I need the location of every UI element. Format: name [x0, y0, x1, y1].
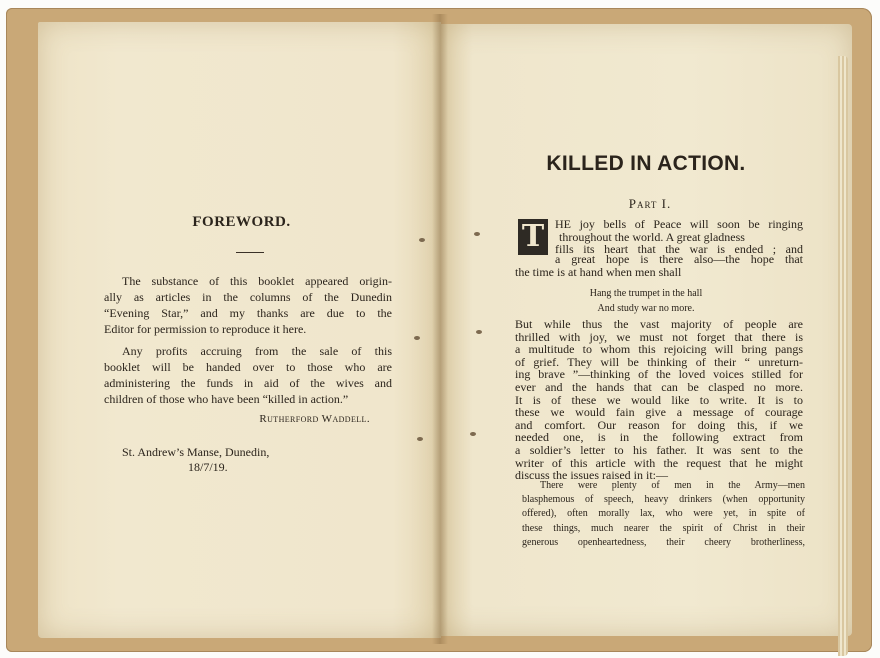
quote-line: generous openheartedness, their cheery brotherliness,	[522, 536, 805, 548]
quote-line: blasphemous of speech, heavy drinkers (when opportunity	[522, 494, 805, 506]
text-line: a soldier’s letter to his father. It was sent to the	[515, 442, 803, 457]
text-line: throughout the world. A great gladness	[559, 229, 745, 244]
verse-line: Hang the trumpet in the hall	[589, 288, 703, 299]
foreword-paragraph-2	[104, 343, 392, 407]
text-line: discuss the issues raised in it:—	[515, 468, 668, 483]
text-line: the time is at hand when men shall	[515, 264, 682, 279]
text-line: It is of these we would like to write. It is to	[515, 392, 803, 407]
quote-line: There were plenty of men in the Army—men	[540, 480, 805, 491]
verse-quote	[440, 286, 852, 316]
quote-line: these things, much nearer the spirit of Christ in their	[522, 522, 805, 534]
text-line: and comfort. Our reason for doing this, if we	[515, 417, 803, 432]
text-line: Editor for permission to reproduce it here.	[104, 322, 307, 336]
text-line: “Evening Star,” and my thanks are due to the	[104, 306, 392, 320]
stitch-hole	[414, 336, 420, 340]
book-gutter	[432, 14, 448, 644]
body-paragraph	[515, 318, 803, 482]
text-line: administering the funds in aid of the wives and	[104, 376, 392, 390]
text-line: children of those who have been “killed in action.”	[104, 392, 349, 406]
text-line: HE joy bells of Peace will soon be ringing	[555, 217, 803, 231]
text-line: writer of this article with the request that he might	[515, 455, 803, 470]
heading-rule	[236, 252, 264, 253]
intro-block	[555, 218, 803, 256]
drop-cap-letter: T	[516, 217, 550, 257]
text-line: these we would fain give a message of courage	[515, 405, 803, 420]
text-line: Any profits accruing from the sale of this	[122, 344, 392, 358]
stitch-hole	[470, 432, 476, 436]
text-line: needed one, is in the following extract from	[515, 430, 803, 445]
stitch-hole	[417, 437, 423, 441]
stitch-hole	[419, 238, 425, 242]
text-line: of grief. They will be thinking of their “ unreturn-	[515, 354, 803, 369]
text-line: fills its heart that the war is ended ; and	[555, 242, 803, 257]
part-heading: Part I.	[628, 196, 672, 211]
text-line: ever and the hands that can be clasped no more.	[515, 379, 803, 394]
text-line: ally as articles in the columns of the Dunedin	[104, 290, 392, 304]
text-line: ing brave ”—thinking of the loved voices stilled for	[515, 367, 803, 382]
foreword-heading: FOREWORD.	[192, 214, 291, 230]
text-line: But while thus the vast majority of people are	[515, 317, 803, 331]
text-line: a great hope is there also—the hope that	[555, 252, 803, 266]
text-line: thrilled with joy, we must not forget that there is	[515, 329, 803, 344]
stitch-hole	[474, 232, 480, 236]
foreword-date: 18/7/19.	[188, 460, 228, 474]
text-line: a multitude to whom this rejoicing will bring pangs	[515, 342, 803, 357]
intro-block-wide	[515, 253, 803, 278]
page-edges	[838, 56, 848, 656]
quote-line: offered), often morally lax, who were yet, in spite of	[522, 508, 805, 520]
soldier-letter-extract	[522, 479, 805, 550]
verse-line: And study war no more.	[597, 303, 695, 314]
foreword-place: St. Andrew’s Manse, Dunedin,	[122, 445, 270, 459]
chapter-title: KILLED IN ACTION.	[546, 152, 746, 175]
author-signature: Rutherford Waddell.	[259, 413, 370, 425]
foreword-paragraph-1	[104, 273, 392, 337]
text-line: The substance of this booklet appeared origin-	[122, 274, 392, 288]
stitch-hole	[476, 330, 482, 334]
text-line: booklet will be handed over to those who are	[104, 360, 392, 374]
